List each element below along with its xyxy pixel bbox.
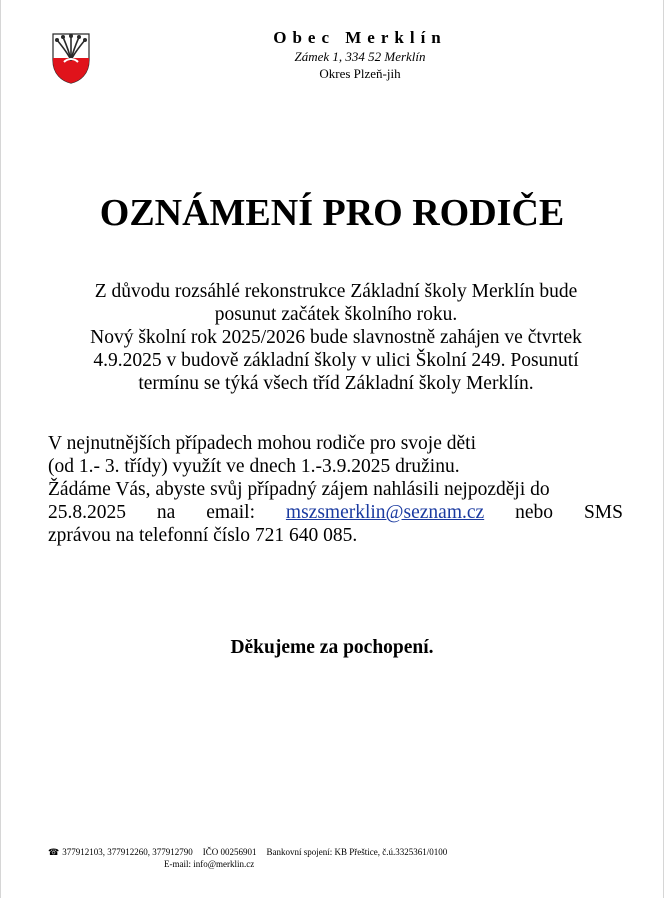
details-line: zprávou na telefonní číslo 721 640 085.: [48, 525, 358, 546]
deadline-date: 25.8.2025: [48, 502, 126, 523]
footer-email: E-mail: info@merklin.cz: [164, 859, 255, 869]
email-label: email:: [206, 502, 255, 523]
school-email-link[interactable]: mszsmerklin@seznam.cz: [285, 502, 485, 523]
details-line-email: [48, 501, 623, 524]
footer: [48, 846, 628, 870]
footer-ico: IČO 00256901: [202, 847, 257, 857]
intro-line: Z důvodu rozsáhlé rekonstrukce Základní školy Merklín bude: [94, 281, 578, 302]
address-line: Zámek 1, 334 52 Merklín: [294, 49, 426, 64]
intro-line: Nový školní rok 2025/2026 bude slavnostně zahájen ve čtvrtek: [90, 327, 582, 348]
word-na: na: [156, 502, 176, 523]
footer-phones: 377912103, 377912260, 377912790: [62, 847, 193, 857]
details-paragraph: [48, 432, 623, 547]
page-edge-left: [0, 0, 1, 898]
intro-line: termínu se týká všech tříd Základní školy Merklín.: [138, 373, 534, 394]
word-nebo: nebo: [515, 502, 554, 523]
details-line: V nejnutnějších případech mohou rodiče pro svoje děti: [48, 433, 476, 454]
notice-title: OZNÁMENÍ PRO RODIČE: [99, 192, 565, 234]
details-line: (od 1.- 3. třídy) využít ve dnech 1.-3.9.2025 družinu.: [48, 456, 460, 477]
phone-icon: ☎: [48, 847, 60, 857]
word-sms: SMS: [583, 502, 623, 523]
coat-of-arms-icon: [50, 30, 92, 84]
district-line: Okres Plzeň-jih: [319, 66, 401, 81]
municipality-name: Obec Merklín: [273, 28, 447, 47]
letterhead: [240, 28, 480, 82]
thanks-line: Děkujeme za pochopení.: [230, 637, 434, 658]
footer-bank: Bankovní spojení: KB Přeštice, č.ú.3325361/0100: [266, 847, 448, 857]
intro-line: posunut začátek školního roku.: [214, 304, 458, 325]
intro-line: 4.9.2025 v budově základní školy v ulici Školní 249. Posunutí: [93, 350, 579, 371]
intro-paragraph: [40, 280, 632, 395]
details-line: Žádáme Vás, abyste svůj případný zájem nahlásili nejpozději do: [48, 479, 550, 500]
footer-contact-row: [48, 846, 628, 858]
